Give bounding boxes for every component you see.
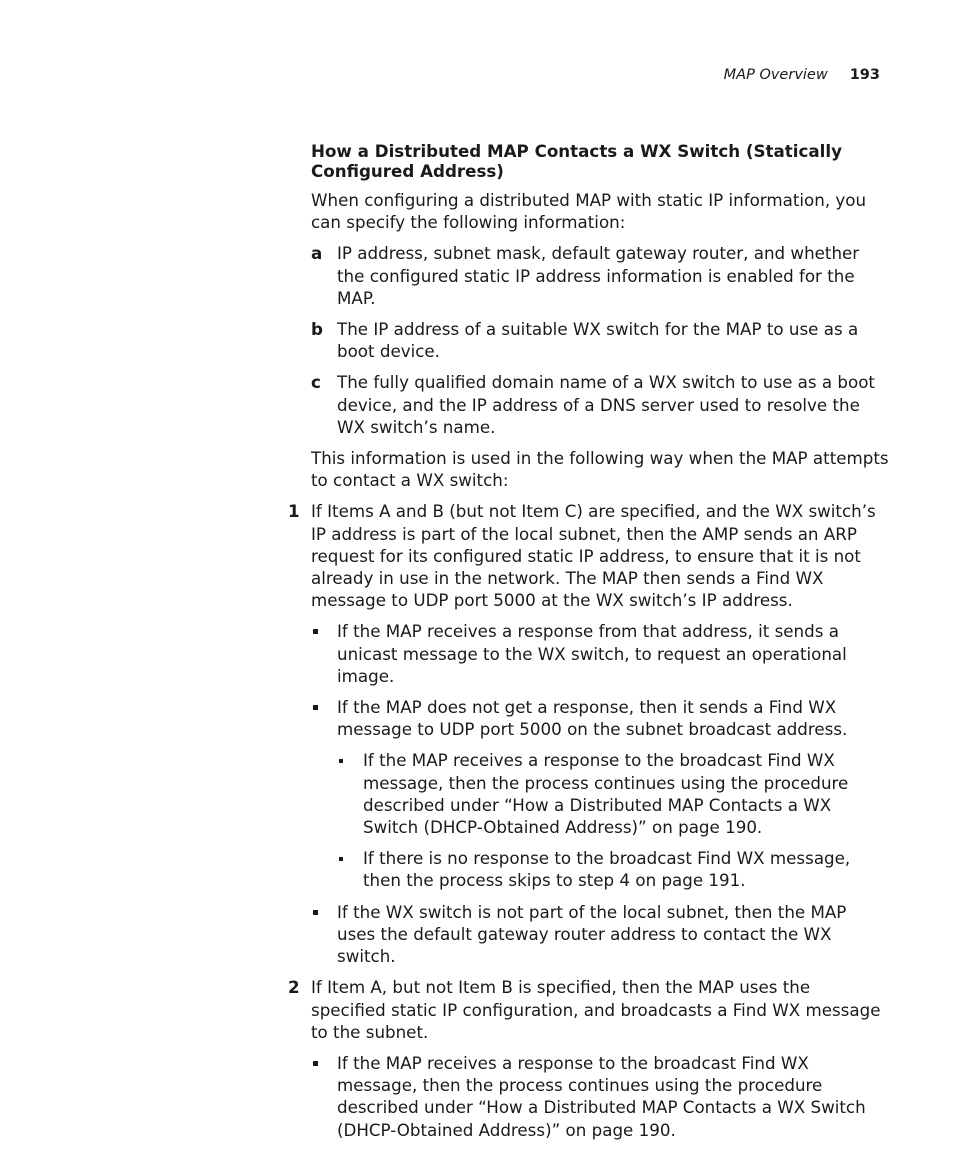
list-item-c (311, 371, 889, 438)
bullet-text: If the MAP receives a response from that address, it sends a unicast message to the WX switch, to request an operational image. (337, 621, 847, 686)
list-item-text: IP address, subnet mask, default gateway router, and whether the configured static IP address information is enabled for the MAP. (337, 243, 860, 308)
bullet-item (311, 1052, 889, 1141)
bullet-text: If the WX switch is not part of the local subnet, then the MAP uses the default gateway router address to contact the WX switch. (337, 901, 847, 967)
bullet-text: If the MAP receives a response to the broadcast Find WX message, then the process continues using the procedure described under “How a Distributed MAP Contacts a WX Switch (DHCP-Obtained Address)” on page 190. (337, 1052, 866, 1140)
bullet-item (311, 696, 889, 740)
list-item-text: The IP address of a suitable WX switch for the MAP to use as a boot device. (337, 319, 859, 362)
intro-paragraph: When configuring a distributed MAP with static IP information, you can specify the following information: (311, 190, 867, 233)
bullet-item (311, 901, 889, 968)
running-header (724, 67, 880, 83)
step-text: If Item A, but not Item B is specified, then the MAP uses the specified static IP configuration, and broadcasts a Find WX message to the subnet. (311, 977, 881, 1042)
step-2 (288, 976, 889, 1043)
step-number: 1 (288, 501, 300, 522)
step-number: 2 (288, 977, 300, 998)
usage-paragraph: This information is used in the following way when the MAP attempts to contact a WX switch: (311, 448, 889, 491)
bullet-text: If the MAP does not get a response, then it sends a Find WX message to UDP port 5000 on the subnet broadcast address. (337, 697, 848, 740)
list-item-a (311, 242, 889, 309)
bullet-square-icon (313, 910, 318, 915)
sub-bullet-text: If the MAP receives a response to the broadcast Find WX message, then the process continues using the procedure described under “How a Distributed MAP Contacts a WX Switch (DHCP-Obtained Address)” on page 190. (363, 750, 849, 838)
bullet-square-icon (313, 705, 318, 710)
bullet-square-icon (313, 629, 318, 634)
list-marker: b (311, 319, 323, 340)
sub-bullet-item (311, 847, 889, 891)
sub-bullet-square-icon (339, 857, 343, 861)
bullet-square-icon (313, 1061, 318, 1066)
section-heading: How a Distributed MAP Contacts a WX Switch (Statically Configured Address) (311, 141, 842, 181)
list-item-b (311, 318, 889, 362)
list-item-text: The fully qualified domain name of a WX switch to use as a boot device, and the IP address of a DNS server used to resolve the WX switch’s name. (337, 372, 875, 437)
list-marker: a (311, 243, 323, 264)
section-title: MAP Overview (723, 67, 828, 83)
step-text: If Items A and B (but not Item C) are specified, and the WX switch’s IP address is part of the local subnet, then the AMP sends an ARP request for its configured static IP address, to ensure that it is not already in use in the network. The MAP then sends a Find WX message to UDP port 5000 at the WX switch’s IP address. (311, 501, 876, 611)
bullet-item (311, 620, 889, 687)
sub-bullet-item (311, 749, 889, 838)
step-1 (288, 500, 889, 611)
page-number: 193 (849, 67, 880, 83)
list-marker: c (311, 372, 321, 393)
sub-bullet-square-icon (339, 759, 343, 763)
main-content (288, 141, 889, 1150)
sub-bullet-text: If there is no response to the broadcast Find WX message, then the process skips to step 4 on page 191. (363, 848, 851, 891)
